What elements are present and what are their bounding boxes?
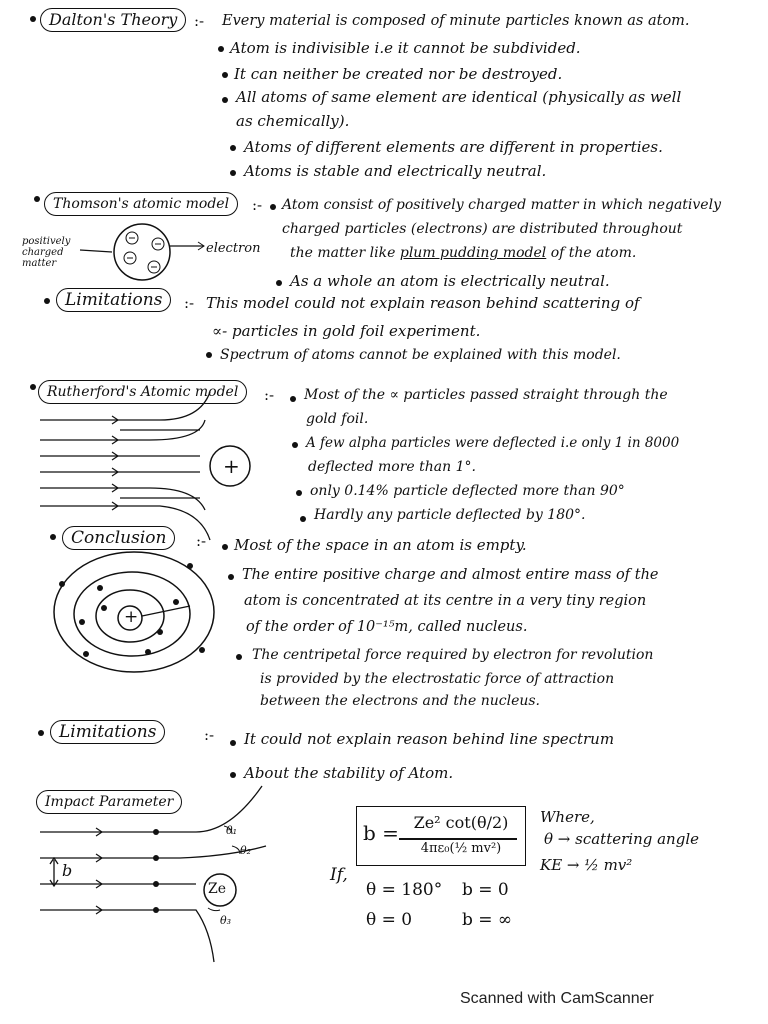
where-ke: KE → ½ mv² [540,856,633,874]
where-label: Where, [540,808,595,826]
formula-divider [399,838,517,840]
text-line: :- [196,532,207,550]
dalton-point: Atoms of different elements are different in properties. [244,138,663,156]
conclusion-point: between the electrons and the nucleus. [260,693,540,709]
text-line: :- [204,726,215,744]
impact-ze-label: Ze [208,881,227,897]
where-theta: θ → scattering angle [544,830,699,848]
rutherford-limitation: About the stability of Atom. [244,764,454,782]
case-b-infinity: b = ∞ [462,910,513,930]
rutherford-observation: Hardly any particle deflected by 180°. [314,507,586,523]
dalton-point: as chemically). [236,112,350,130]
rutherford-observation: only 0.14% particle deflected more than 90° [310,483,625,499]
thomson-limitations-heading: Limitations [56,288,171,312]
thomson-limitation: This model could not explain reason behind scattering of [206,294,640,312]
thomson-line: charged particles (electrons) are distributed throughout [282,221,683,237]
case-theta-180: θ = 180° [366,880,443,900]
theta3-label: θ₃ [220,914,232,927]
rutherford-heading: Rutherford's Atomic model [38,380,247,404]
conclusion-point: The entire positive charge and almost entire mass of the [242,567,659,583]
dalton-point: All atoms of same element are identical (physically as well [236,88,682,106]
impact-heading: Impact Parameter [36,790,182,814]
dalton-point: It can neither be created nor be destroyed. [234,65,563,83]
thomson-limitation: ∝- particles in gold foil experiment. [212,322,481,340]
rutherford-observation: gold foil. [306,411,369,427]
thomson-limitation: Spectrum of atoms cannot be explained with this model. [220,347,621,363]
thomson-heading: Thomson's atomic model [44,192,238,216]
conclusion-point: of the order of 10⁻¹⁵m, called nucleus. [246,619,528,635]
if-label: If, [330,865,348,885]
conclusion-point: is provided by the electrostatic force of attraction [260,671,615,687]
diagram-label-positive: positively charged matter [22,236,71,269]
rutherford-observation: deflected more than 1°. [308,459,476,475]
rutherford-observation: Most of the ∝ particles passed straight through the [304,387,668,403]
rutherford-limitation: It could not explain reason behind line spectrum [244,730,615,748]
text-line: :- [264,386,275,404]
formula-lhs: b = [363,821,399,845]
case-theta-0: θ = 0 [366,910,413,930]
text-line: :- [252,196,263,214]
dalton-point: Atoms is stable and electrically neutral. [244,162,547,180]
theta2-label: θ₂ [240,844,252,857]
nucleus-symbol: + [223,454,240,478]
thomson-line: Atom consist of positively charged matter in which negatively [282,197,721,213]
rutherford-observation: A few alpha particles were deflected i.e only 1 in 8000 [306,435,680,451]
formula-denominator: 4πε₀(½ mv²) [420,841,502,856]
dalton-heading: Dalton's Theory [40,8,186,32]
text-line: :- [194,12,205,30]
rutherford-limitations-heading: Limitations [50,720,165,744]
conclusion-lead: Most of the space in an atom is empty. [234,536,527,554]
impact-formula [356,806,526,866]
case-b-zero: b = 0 [462,880,509,900]
dalton-point: Atom is indivisible i.e it cannot be subdivided. [230,39,581,57]
conclusion-point: The centripetal force required by electron for revolution [252,647,654,663]
impact-b-label: b [62,861,73,880]
nucleus-symbol: + [124,607,139,627]
conclusion-point: atom is concentrated at its centre in a very tiny region [244,593,647,609]
text-line: :- [184,294,195,312]
thomson-point: As a whole an atom is electrically neutral. [290,272,610,290]
dalton-intro: Every material is composed of minute particles known as atom. [222,13,690,29]
scanner-watermark: Scanned with CamScanner [460,990,654,1007]
diagram-label-electron: electron [206,241,261,256]
conclusion-heading: Conclusion [62,526,175,550]
thomson-line: the matter like plum pudding model of the atom. [290,245,637,261]
formula-numerator: Ze² cot(θ/2) [413,813,509,832]
theta1-label: θ₁ [226,824,238,837]
